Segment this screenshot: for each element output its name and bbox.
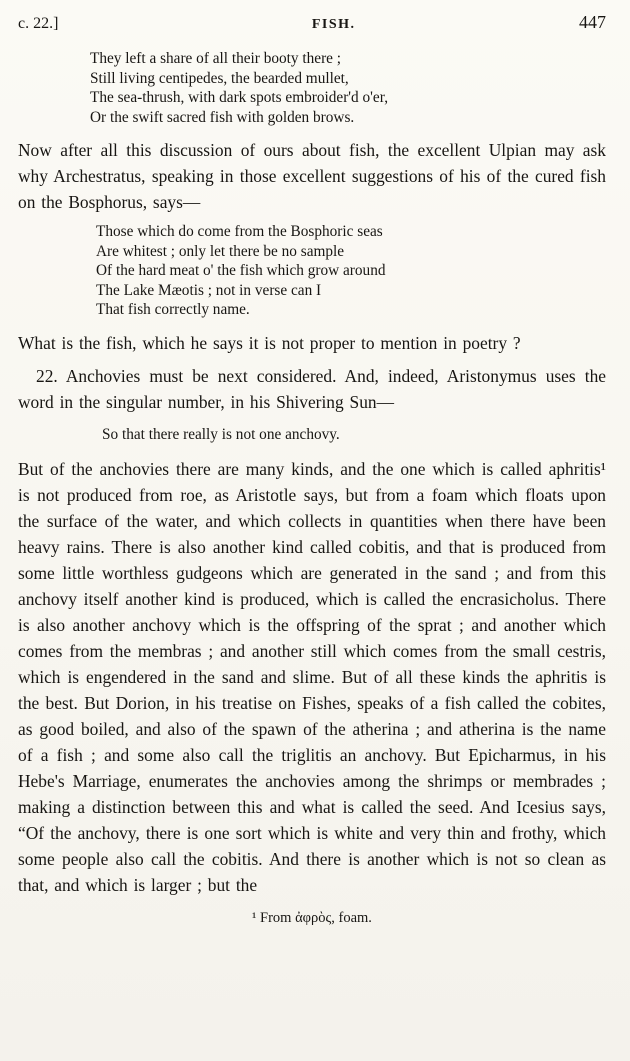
paragraph-question: What is the fish, which he says it is not proper to mention in poetry ? (18, 332, 521, 353)
page-number: 447 (579, 12, 606, 32)
verse-line: They left a share of all their booty there ; (90, 50, 342, 67)
verse-line: Are whitest ; only let there be no sample (96, 242, 345, 260)
chapter-marker: c. 22.] (18, 15, 59, 32)
verse-line: Or the swift sacred fish with golden brows. (90, 108, 355, 126)
page-header (18, 12, 606, 33)
verse-line: The sea-thrush, with dark spots embroider'd o'er, (90, 89, 389, 106)
verse-line: That fish correctly name. (96, 301, 250, 318)
verse-quote-1 (90, 49, 606, 127)
verse-line: Those which do come from the Bosphoric seas (96, 223, 383, 240)
paragraph-discussion: Now after all this discussion of ours about fish, the excellent Ulpian may ask why Archestratus, speaking in those excellent suggestions of his of the cured fish on the Bosphorus, says— (18, 140, 606, 212)
running-title: FISH. (311, 17, 356, 32)
verse-line: So that there really is not one anchovy. (102, 425, 340, 443)
verse-quote-2 (96, 222, 606, 320)
verse-line: Of the hard meat o' the fish which grow around (96, 262, 386, 279)
verse-line: The Lake Mæotis ; not in verse can I (96, 281, 322, 299)
footnote: ¹ From ἀφρὸς, foam. (252, 910, 372, 926)
paragraph-anchovies: 22. Anchovies must be next considered. And, indeed, Aristonymus uses the word in the singular number, in his Shivering Sun— (18, 365, 606, 412)
paragraph-anchovy-kinds: But of the anchovies there are many kinds, and the one which is called aphritis¹ is not produced from roe, as Aristotle says, but from a foam which floats upon the surface of the water, and which collects in quantities when there have been heavy rains. There is also another kind called cobitis, and that is produced from some little worthless gudgeons which are generated in the sand ; and from this anchovy itself another kind is produced, which is called the encrasicholus. There is also another anchovy which is the offspring of the sprat ; and another which comes from the membras ; and another still which comes from the small cestris, which is engendered in the sand and slime. But of all these kinds the aphritis is the best. But Dorion, in his treatise on Fishes, speaks of a fish called the cobites, as good boiled, and also of the spawn of the atherina ; and atherina is the name of a fish ; and some also call the triglitis an anchovy. But Epicharmus, in his Hebe's Marriage, enumerates the anchovies among the shrimps or membrades ; making a distinction between this and what is called the seed. And Icesius says, “Of the anchovy, there is one sort which is white and very thin and frothy, which some people also call the cobitis. And there is another which is not so clean as that, and which is larger ; but the (18, 459, 606, 895)
verse-quote-3 (102, 425, 606, 445)
verse-line: Still living centipedes, the bearded mullet, (90, 69, 349, 87)
